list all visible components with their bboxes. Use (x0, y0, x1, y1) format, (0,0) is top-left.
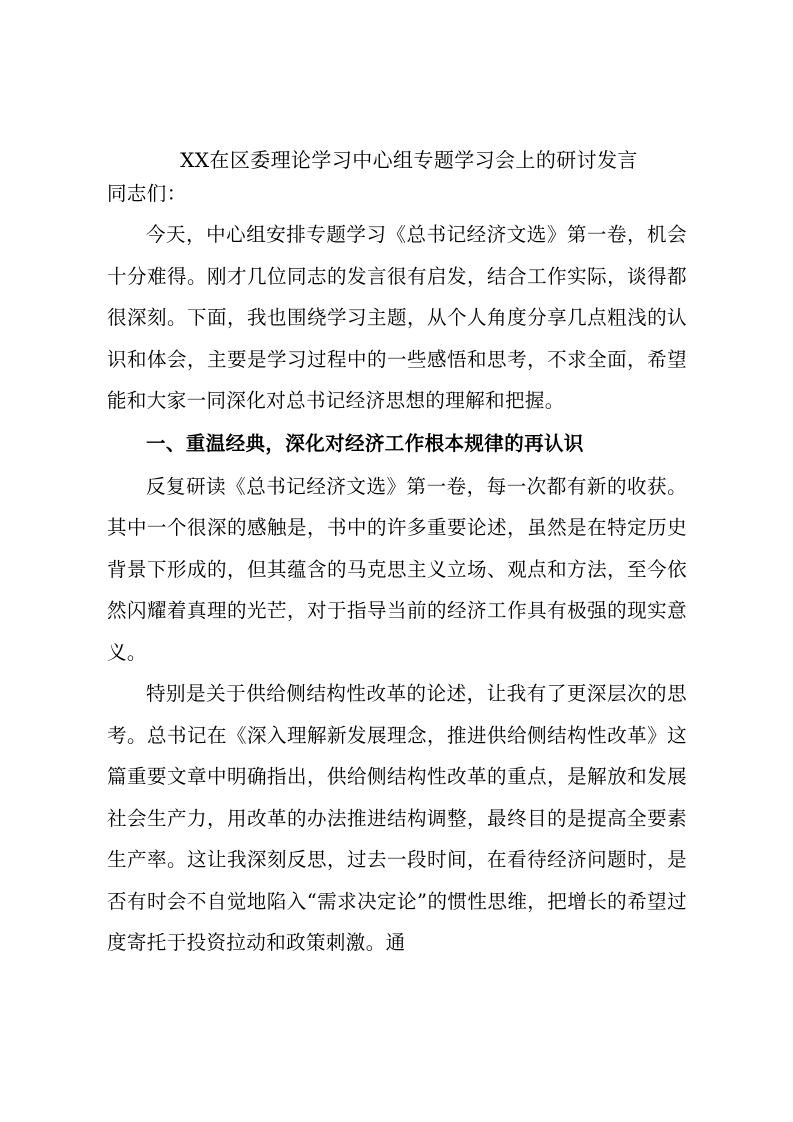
section-heading: 一、重温经典，深化对经济工作根本规律的再认识 (146, 431, 584, 455)
document-body (107, 146, 687, 964)
section-paragraph-1: 反复研读《总书记经济文选》第一卷，每一次都有新的收获。其中一个很深的感触是，书中的许多重要论述，虽然是在特定历史背景下形成的，但其蕴含的马克思主义立场、观点和方法，至今依然闪耀着真理的光芒，对于指导当前的经济工作具有极强的现实意义。 (107, 474, 687, 664)
document-title: XX在区委理论学习中心组专题学习会上的研讨发言 (180, 148, 638, 172)
intro-paragraph: 今天，中心组安排专题学习《总书记经济文选》第一卷，机会十分难得。刚才几位同志的发言很有启发，结合工作实际，谈得都很深刻。下面，我也围绕学习主题，从个人角度分享几点粗浅的认识和体会，主要是学习过程中的一些感悟和思考，不求全面，希望能和大家一同深化对总书记经济思想的理解和把握。 (107, 223, 687, 412)
salutation: 同志们： (107, 182, 187, 205)
section-paragraph-2: 特别是关于供给侧结构性改革的论述，让我有了更深层次的思考。总书记在《深入理解新发展理念，推进供给侧结构性改革》这篇重要文章中明确指出，供给侧结构性改革的重点，是解放和发展社会生产力，用改革的办法推进结构调整，最终目的是提高全要素生产率。这让我深刻反思，过去一段时间，在看待经济问题时，是否有时会不自觉地陷入“需求决定论”的惯性思维，把增长的希望过度寄托于投资拉动和政策刺激。通 (107, 682, 687, 954)
